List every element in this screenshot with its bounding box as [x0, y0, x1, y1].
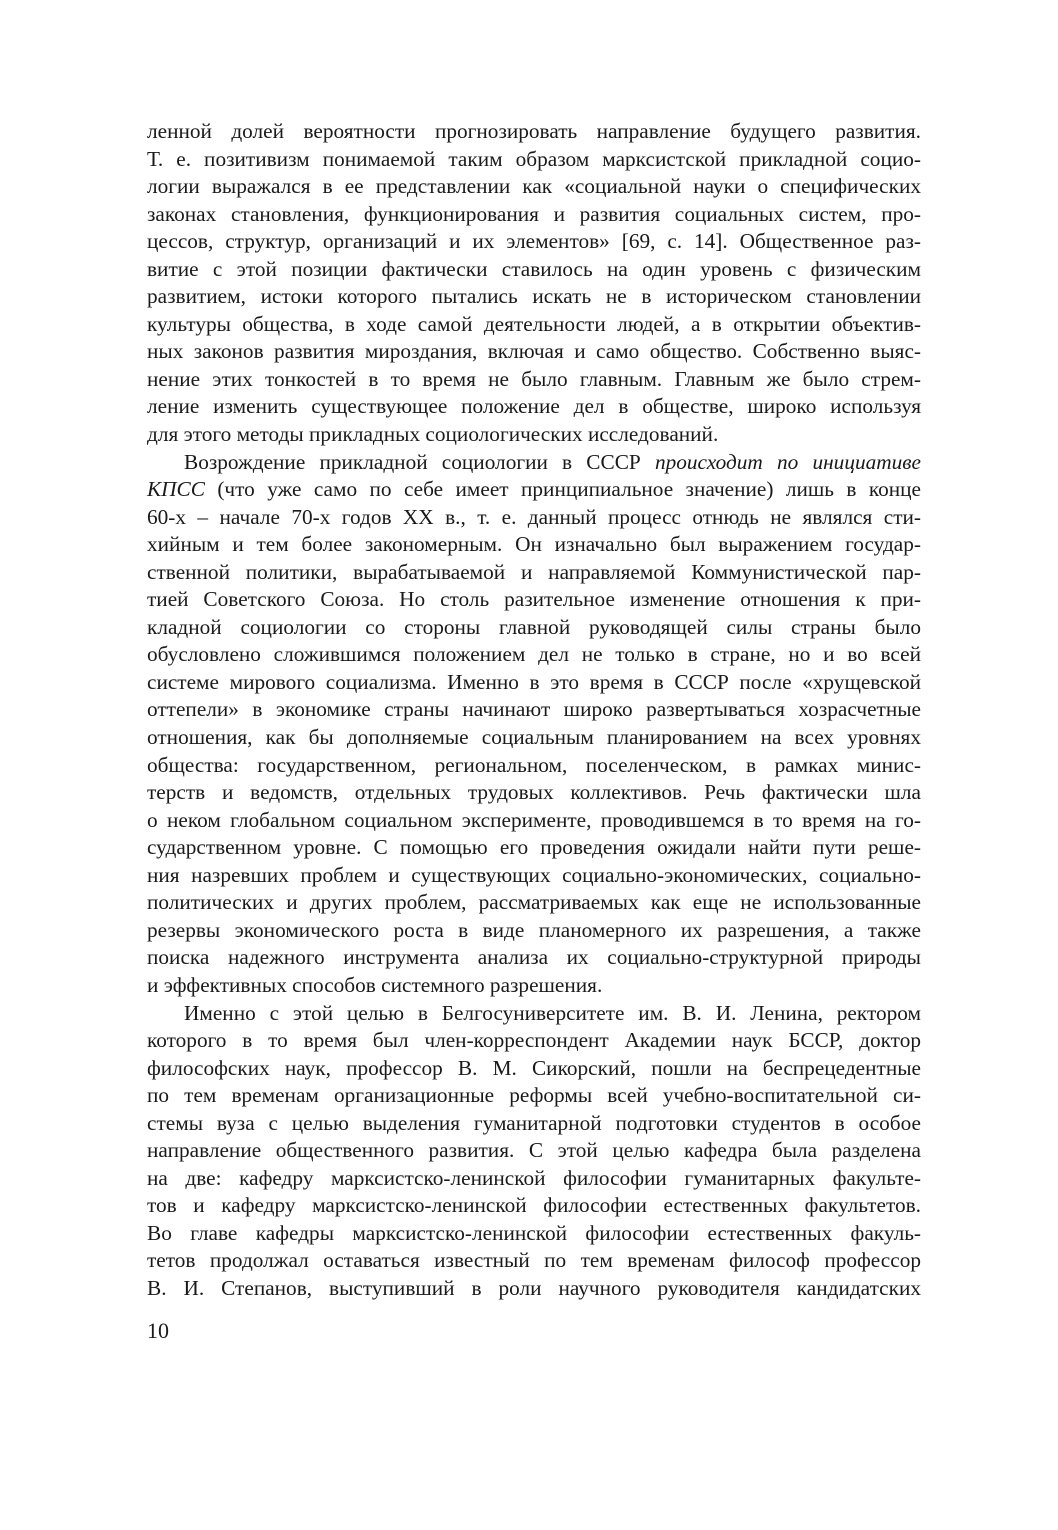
text-line [147, 1137, 921, 1165]
text-line [147, 228, 921, 256]
text-line [147, 421, 921, 449]
text-line [147, 1192, 921, 1220]
text-run: (что уже само по себе имеет принципиальное значение) лишь в конце [204, 477, 921, 502]
text-run: тией Советского Союза. Но столь разительное изменение отношения к при- [147, 587, 921, 612]
text-run: кладной социологии со стороны главной руководящей силы страны было [147, 614, 921, 639]
text-line [147, 449, 921, 477]
text-line [147, 889, 921, 917]
text-line [147, 1110, 921, 1138]
text-run: законах становления, функционирования и развития социальных систем, про- [147, 201, 921, 226]
text-run: философских наук, профессор В. М. Сикорский, пошли на беспрецедентные [147, 1055, 921, 1080]
text-line [147, 1082, 921, 1110]
text-run: сударственном уровне. С помощью его проведения ожидали найти пути реше- [147, 835, 921, 860]
text-line [147, 862, 921, 890]
text-run: логии выражался в ее представлении как «социальной науки о специфических [147, 174, 921, 199]
paragraph [147, 449, 921, 1000]
text-line [147, 559, 921, 587]
text-run: ных законов развития мироздания, включая и само общество. Собственно выяс- [147, 339, 921, 364]
text-run: витие с этой позиции фактически ставилось на один уровень с физическим [147, 256, 921, 281]
text-line [147, 614, 921, 642]
text-run: политических и других проблем, рассматриваемых как еще не использованные [147, 890, 921, 915]
text-line [147, 1275, 921, 1303]
text-run: системе мирового социализма. Именно в это время в СССР после «хрущевской [147, 669, 921, 694]
text-run: развитием, истоки которого пытались искать не в историческом становлении [147, 284, 921, 309]
text-run: ния назревших проблем и существующих социально-экономических, социально- [147, 862, 921, 887]
text-run: терств и ведомств, отдельных трудовых коллективов. Речь фактически шла [147, 780, 921, 805]
text-run: поиска надежного инструмента анализа их социально-структурной природы [147, 945, 921, 970]
text-line [147, 476, 921, 504]
text-line [147, 1220, 921, 1248]
text-run: В. И. Степанов, выступивший в роли научного руководителя кандидатских [147, 1275, 921, 1300]
page-number: 10 [147, 1318, 169, 1343]
text-line [147, 1027, 921, 1055]
text-line [147, 669, 921, 697]
text-run: обусловлено сложившимся положением дел не только в стране, но и во всей [147, 642, 921, 667]
text-line [147, 256, 921, 284]
text-line [147, 641, 921, 669]
text-run: о неком глобальном социальном эксперименте, проводившемся в то время на го- [147, 807, 921, 832]
body-text [147, 118, 921, 1303]
text-line [147, 338, 921, 366]
text-run: ленной долей вероятности прогнозировать направление будущего развития. [147, 119, 921, 143]
text-line [147, 586, 921, 614]
text-line [147, 201, 921, 229]
text-run: которого в то время был член-корреспондент Академии наук БССР, доктор [147, 1028, 921, 1053]
text-run: общества: государственном, региональном, поселенческом, в рамках минис- [147, 752, 921, 777]
paragraph [147, 118, 921, 449]
text-run: Во главе кафедры марксистско-ленинской философии естественных факуль- [147, 1220, 921, 1245]
text-line [147, 118, 921, 146]
text-run: Возрождение прикладной социологии в СССР [184, 449, 655, 474]
text-run: тов и кафедру марксистско-ленинской философии естественных факультетов. [147, 1193, 921, 1218]
text-run: Именно с этой целью в Белгосуниверситете им. В. И. Ленина, ректором [184, 1000, 921, 1025]
text-run: для этого методы прикладных социологических исследований. [147, 422, 719, 447]
text-line [147, 1165, 921, 1193]
text-run: цессов, структур, организаций и их элементов» [69, с. 14]. Общественное раз- [147, 229, 921, 254]
text-line [147, 531, 921, 559]
text-run: стемы вуза с целью выделения гуманитарной подготовки студентов в особое [147, 1110, 921, 1135]
text-line [147, 283, 921, 311]
text-run: 60-х – начале 70-х годов XX в., т. е. данный процесс отнюдь не являлся сти- [147, 504, 921, 529]
text-line [147, 393, 921, 421]
italic-text: КПСС [147, 477, 205, 502]
text-line [147, 1000, 921, 1028]
italic-text: происходит по инициативе [654, 449, 921, 474]
text-line [147, 752, 921, 780]
text-line [147, 917, 921, 945]
text-line [147, 972, 921, 1000]
text-run: резервы экономического роста в виде планомерного их разрешения, а также [147, 917, 921, 942]
text-run: ственной политики, вырабатываемой и направляемой Коммунистической пар- [147, 559, 921, 584]
text-run: и эффективных способов системного разрешения. [147, 972, 603, 997]
text-line [147, 146, 921, 174]
text-line [147, 834, 921, 862]
text-line [147, 366, 921, 394]
text-line [147, 696, 921, 724]
text-run: отношения, как бы дополняемые социальным планированием на всех уровнях [147, 725, 921, 750]
text-run: направление общественного развития. С этой целью кафедра была разделена [147, 1138, 921, 1163]
text-run: культуры общества, в ходе самой деятельности людей, а в открытии объектив- [147, 311, 921, 336]
text-line [147, 807, 921, 835]
text-line [147, 311, 921, 339]
text-line [147, 944, 921, 972]
text-run: по тем временам организационные реформы всей учебно-воспитательной си- [147, 1083, 921, 1108]
text-run: нение этих тонкостей в то время не было главным. Главным же было стрем- [147, 366, 921, 391]
text-line [147, 779, 921, 807]
text-run: Т. е. позитивизм понимаемой таким образом марксистской прикладной социо- [147, 146, 921, 171]
text-run: ление изменить существующее положение дел в обществе, широко используя [147, 394, 921, 419]
text-run: хийным и тем более закономерным. Он изначально был выражением государ- [147, 532, 921, 557]
text-line [147, 504, 921, 532]
text-line [147, 1247, 921, 1275]
text-run: оттепели» в экономике страны начинают широко развертываться хозрасчетные [147, 697, 921, 722]
paragraph [147, 1000, 921, 1303]
text-line [147, 1055, 921, 1083]
text-run: тетов продолжал оставаться известный по тем временам философ профессор [147, 1248, 921, 1273]
text-line [147, 724, 921, 752]
text-line [147, 173, 921, 201]
text-run: на две: кафедру марксистско-ленинской философии гуманитарных факульте- [147, 1165, 921, 1190]
